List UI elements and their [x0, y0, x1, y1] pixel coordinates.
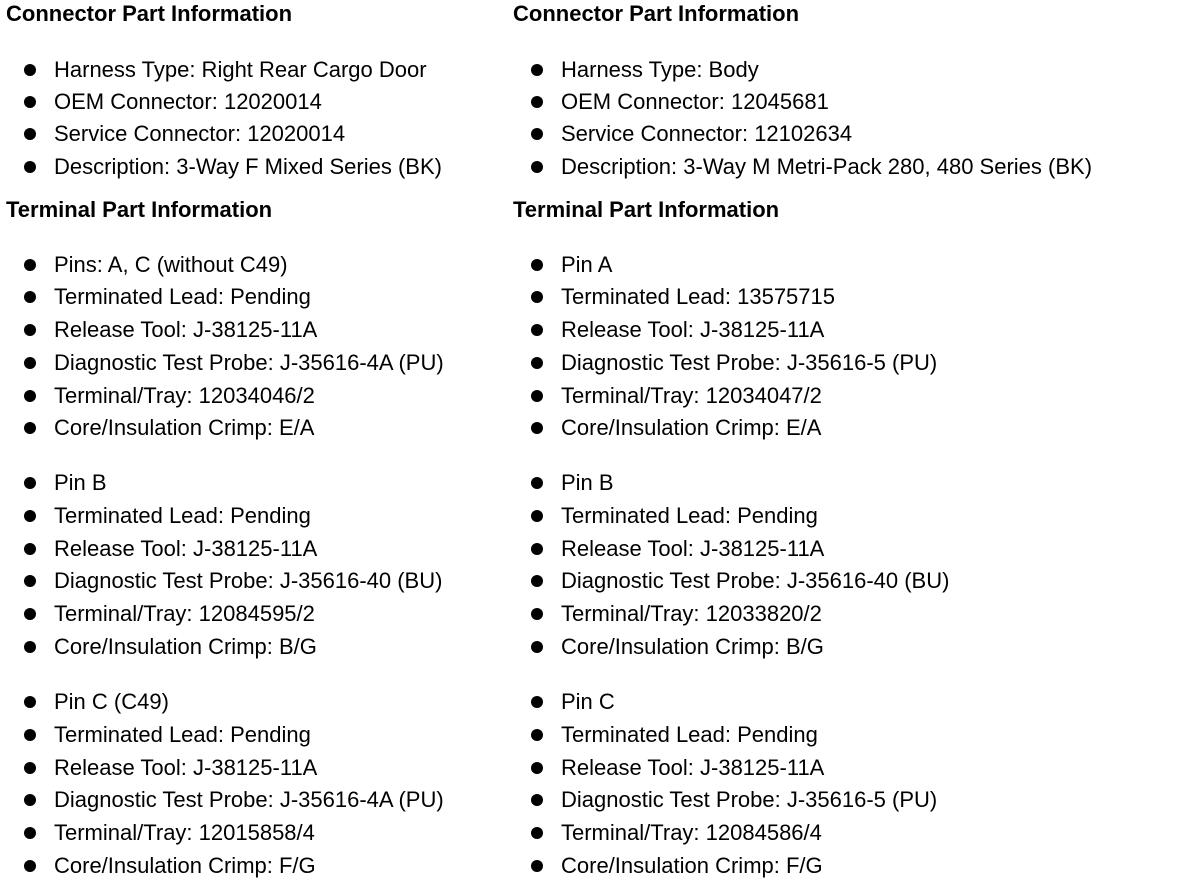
list-item: Terminal/Tray: 12015858/4 — [24, 817, 315, 849]
list-item: Release Tool: J-38125-11A — [531, 533, 824, 565]
terminal-part-heading: Terminal Part Information — [513, 197, 780, 222]
list-item: Terminated Lead: Pending — [24, 281, 311, 313]
list-item: Core/Insulation Crimp: F/G — [531, 850, 823, 882]
bullet-icon — [531, 762, 543, 774]
list-item: Pin C — [531, 686, 615, 718]
bullet-icon — [24, 641, 36, 653]
list-item: Terminal/Tray: 12033820/2 — [531, 598, 822, 630]
bullet-icon — [24, 291, 36, 303]
list-item: Core/Insulation Crimp: E/A — [531, 412, 821, 444]
terminal-part-heading: Terminal Part Information — [6, 197, 273, 222]
list-item: Core/Insulation Crimp: F/G — [24, 850, 316, 882]
bullet-icon — [531, 128, 543, 140]
bullet-icon — [24, 729, 36, 741]
bullet-icon — [531, 324, 543, 336]
bullet-icon — [24, 827, 36, 839]
bullet-icon — [531, 608, 543, 620]
bullet-icon — [24, 794, 36, 806]
list-item: Terminated Lead: Pending — [531, 719, 818, 751]
bullet-icon — [24, 860, 36, 872]
bullet-icon — [24, 543, 36, 555]
bullet-icon — [531, 860, 543, 872]
list-item: Core/Insulation Crimp: E/A — [24, 412, 314, 444]
bullet-icon — [24, 762, 36, 774]
bullet-icon — [531, 357, 543, 369]
list-item: Pins: A, C (without C49) — [24, 249, 288, 281]
list-item: OEM Connector: 12045681 — [531, 86, 829, 118]
bullet-icon — [24, 324, 36, 336]
bullet-icon — [24, 128, 36, 140]
bullet-icon — [531, 422, 543, 434]
bullet-icon — [24, 608, 36, 620]
bullet-icon — [531, 729, 543, 741]
bullet-icon — [24, 390, 36, 402]
bullet-icon — [531, 161, 543, 173]
list-item: Release Tool: J-38125-11A — [531, 314, 824, 346]
list-item: Core/Insulation Crimp: B/G — [531, 631, 824, 663]
bullet-icon — [531, 64, 543, 76]
list-item: Diagnostic Test Probe: J-35616-4A (PU) — [24, 784, 444, 816]
list-item: Terminated Lead: Pending — [531, 500, 818, 532]
list-item: Core/Insulation Crimp: B/G — [24, 631, 317, 663]
bullet-icon — [24, 259, 36, 271]
bullet-icon — [531, 259, 543, 271]
list-item: Terminal/Tray: 12084595/2 — [24, 598, 315, 630]
list-item: Terminated Lead: Pending — [24, 719, 311, 751]
list-item: Terminal/Tray: 12034047/2 — [531, 380, 822, 412]
bullet-icon — [531, 794, 543, 806]
bullet-icon — [24, 575, 36, 587]
bullet-icon — [531, 827, 543, 839]
list-item: Service Connector: 12020014 — [24, 118, 345, 150]
bullet-icon — [531, 543, 543, 555]
list-item: Release Tool: J-38125-11A — [531, 752, 824, 784]
bullet-icon — [531, 641, 543, 653]
bullet-icon — [24, 422, 36, 434]
list-item: Harness Type: Body — [531, 54, 759, 86]
list-item: Description: 3-Way M Metri-Pack 280, 480 Series (BK) — [531, 151, 1092, 183]
bullet-icon — [24, 510, 36, 522]
list-item: Terminated Lead: 13575715 — [531, 281, 835, 313]
bullet-icon — [24, 696, 36, 708]
list-item: Release Tool: J-38125-11A — [24, 533, 317, 565]
list-item: Pin B — [531, 467, 614, 499]
list-item: Diagnostic Test Probe: J-35616-4A (PU) — [24, 347, 444, 379]
list-item: Diagnostic Test Probe: J-35616-40 (BU) — [531, 565, 949, 597]
list-item: OEM Connector: 12020014 — [24, 86, 322, 118]
bullet-icon — [531, 96, 543, 108]
list-item: Service Connector: 12102634 — [531, 118, 852, 150]
bullet-icon — [531, 390, 543, 402]
bullet-icon — [531, 575, 543, 587]
bullet-icon — [24, 357, 36, 369]
bullet-icon — [24, 477, 36, 489]
bullet-icon — [24, 64, 36, 76]
bullet-icon — [24, 96, 36, 108]
list-item: Terminal/Tray: 12034046/2 — [24, 380, 315, 412]
connector-part-heading: Connector Part Information — [513, 1, 800, 26]
list-item: Diagnostic Test Probe: J-35616-40 (BU) — [24, 565, 442, 597]
bullet-icon — [531, 477, 543, 489]
list-item: Release Tool: J-38125-11A — [24, 752, 317, 784]
bullet-icon — [531, 696, 543, 708]
list-item: Diagnostic Test Probe: J-35616-5 (PU) — [531, 347, 937, 379]
bullet-icon — [531, 291, 543, 303]
bullet-icon — [531, 510, 543, 522]
list-item: Pin C (C49) — [24, 686, 169, 718]
list-item: Terminal/Tray: 12084586/4 — [531, 817, 822, 849]
list-item: Pin B — [24, 467, 107, 499]
list-item: Description: 3-Way F Mixed Series (BK) — [24, 151, 442, 183]
connector-part-heading: Connector Part Information — [6, 1, 293, 26]
list-item: Terminated Lead: Pending — [24, 500, 311, 532]
bullet-icon — [24, 161, 36, 173]
list-item: Release Tool: J-38125-11A — [24, 314, 317, 346]
list-item: Pin A — [531, 249, 612, 281]
list-item: Diagnostic Test Probe: J-35616-5 (PU) — [531, 784, 937, 816]
list-item: Harness Type: Right Rear Cargo Door — [24, 54, 427, 86]
